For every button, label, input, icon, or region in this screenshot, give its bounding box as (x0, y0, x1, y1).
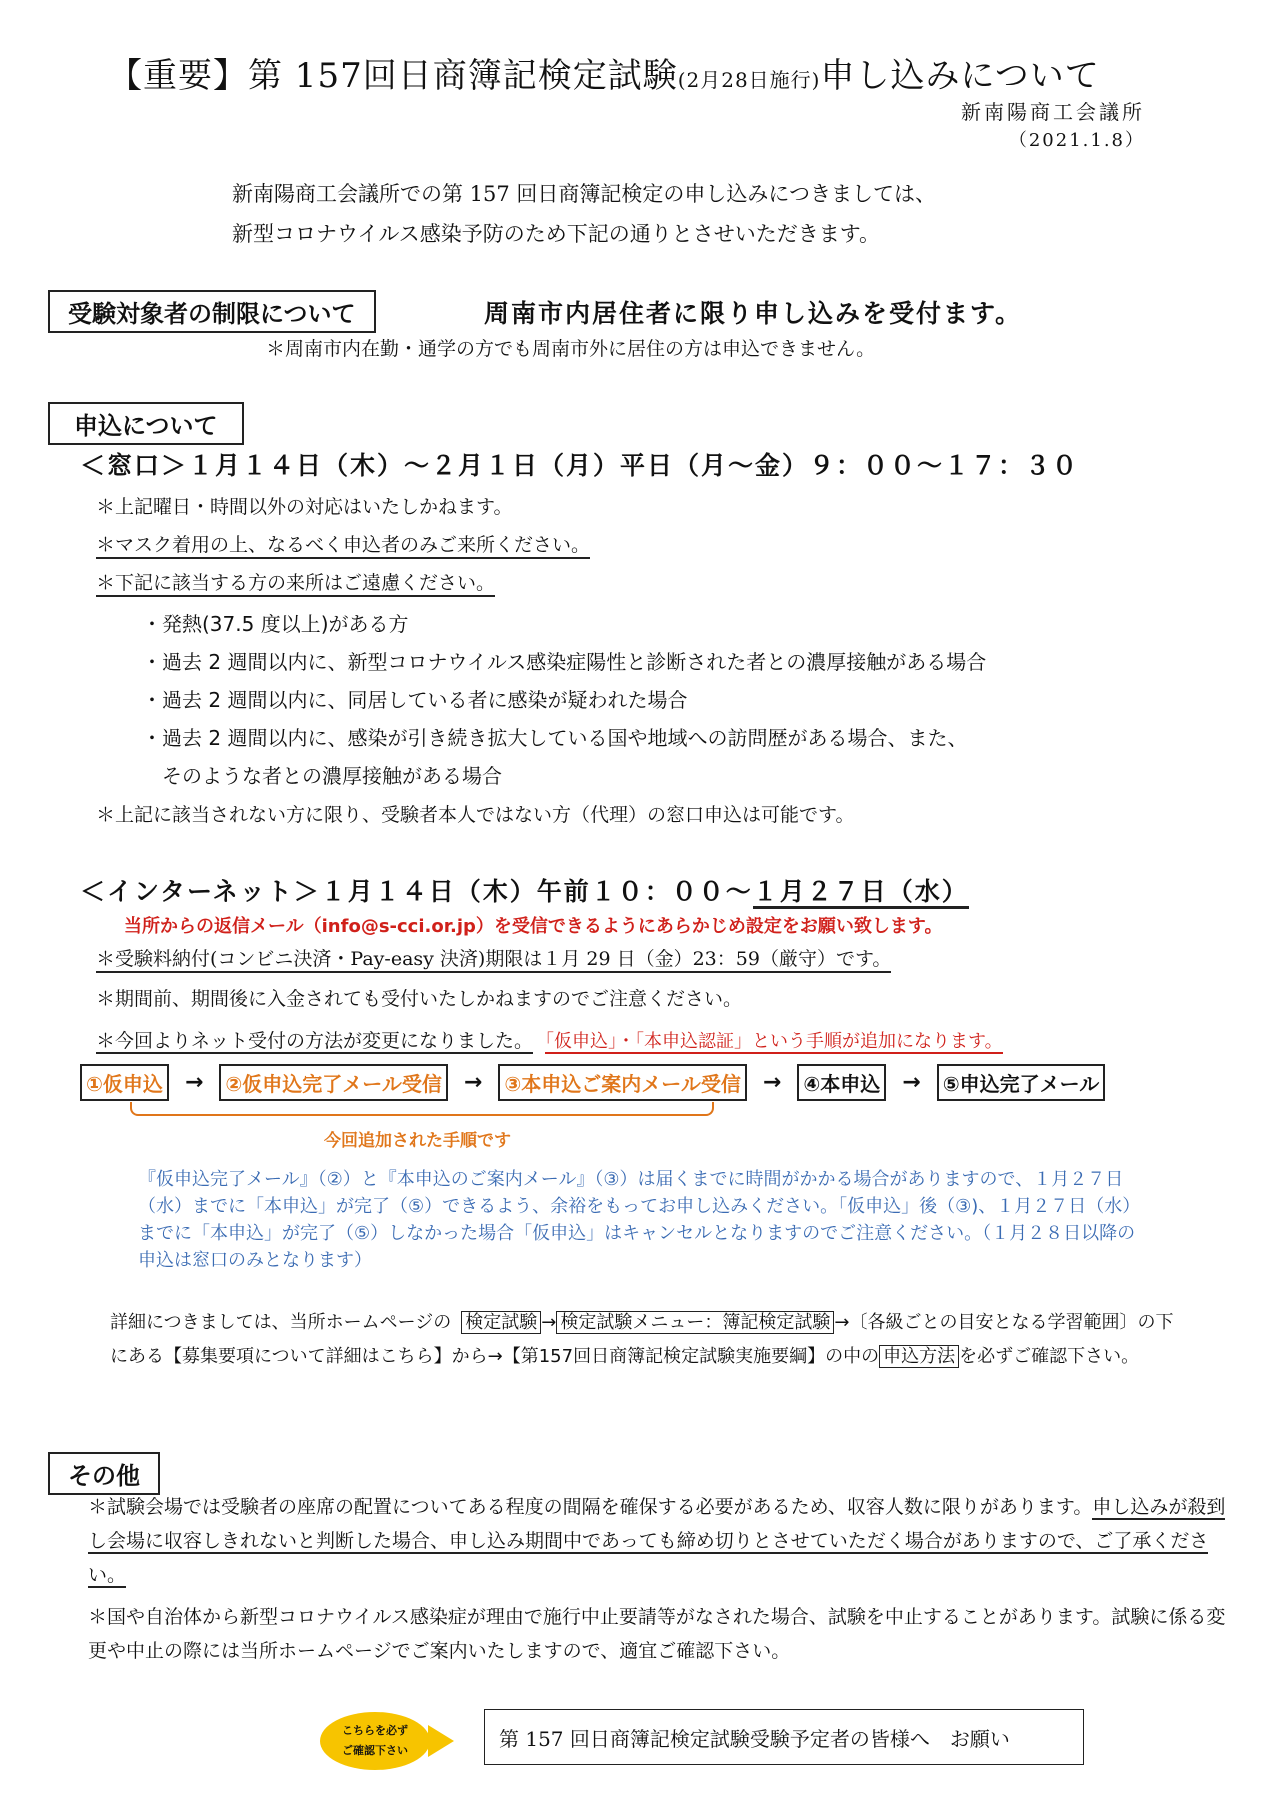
cancellation-notice: ＊国や自治体から新型コロナウイルス感染症が理由で施行中止要請等がなされた場合、試験を中止することがあります。試験に係る変更や中止の際には当所ホームページでご案内いたしますので、適宜ご確認下さい。 (88, 1606, 1226, 1662)
step-3: ③本申込ご案内メール受信 (498, 1064, 747, 1101)
step-arrow-icon: → (463, 1070, 483, 1095)
condition-4-cont: そのような者との濃厚接触がある場合 (142, 764, 502, 788)
details-text-2: →〔各級ごとの目安となる学習範囲〕の下にある【募集要項について詳細はこちら】から→【第157回日商簿記検定試験実施要綱】の中の (110, 1312, 1174, 1367)
step-arrow-icon: → (762, 1070, 782, 1095)
window-period-heading: ＜窓口＞１月１４日（木）～２月１日（月）平日（月～金）９：００～１７：３０ (80, 451, 1080, 480)
badge-line-1: こちらを必ず (342, 1724, 408, 1737)
intro-line-1: 新南陽商工会議所での第 157 回日商簿記検定の申し込みにつきましては、 (232, 182, 937, 206)
process-change-note (96, 1026, 1003, 1053)
window-note-2: ＊マスク着用の上、なるべく申込者のみご来所ください。 (96, 530, 590, 559)
application-steps (80, 1064, 1105, 1101)
payment-period-note: ＊期間前、期間後に入金されても受付いたしかねますのでご注意ください。 (96, 988, 743, 1010)
intro-line-2: 新型コロナウイルス感染予防のため下記の通りとさせいただきます。 (232, 222, 881, 246)
step-arrow-icon: → (184, 1070, 204, 1095)
title-main: 【重要】第 157回日商簿記検定試験 (108, 56, 678, 96)
link-exam[interactable]: 検定試験 (461, 1311, 541, 1334)
details-text-1: 詳細につきましては、当所ホームページの (110, 1312, 452, 1333)
added-steps-brace (130, 1102, 714, 1116)
capacity-cutoff-text: 申し込みが殺到し会場に収容しきれないと判断した場合、申し込み期間中であっても締め切りとさせていただく場合がありますので、ご了承ください。 (88, 1496, 1226, 1586)
page-title (108, 48, 1100, 97)
organization-name: 新南陽商工会議所 (961, 100, 1145, 124)
reply-mail-notice: 当所からの返信メール（info@s-cci.or.jp）を受信できるようにあらかじめ設定をお願い致します。 (124, 916, 943, 937)
restriction-section-label: 受験対象者の制限について (48, 290, 376, 333)
step-2: ②仮申込完了メール受信 (219, 1064, 448, 1101)
step-5: ⑤申込完了メール (937, 1064, 1106, 1101)
issue-date: （2021.1.8） (1008, 130, 1145, 151)
added-steps-label: 今回追加された手順です (324, 1131, 511, 1151)
step-arrow-icon: → (902, 1070, 921, 1095)
application-section-label: 申込について (48, 402, 244, 445)
condition-1: ・発熱(37.5 度以上)がある方 (142, 612, 409, 636)
internet-heading-start: ＜インターネット＞１月１４日（木）午前１０：００～ (80, 877, 753, 906)
badge-arrow-icon (428, 1725, 454, 1757)
condition-4: ・過去 2 週間以内に、感染が引き続き拡大している国や地域への訪問歴がある場合、また、 (142, 726, 968, 750)
window-note-3: ＊下記に該当する方の来所はご遠慮ください。 (96, 568, 495, 597)
details-arrow: → (541, 1312, 557, 1333)
badge-line-2: ご確認下さい (342, 1744, 408, 1757)
restriction-note: ＊周南市内在勤・通学の方でも周南市外に居住の方は申込できません。 (266, 338, 876, 360)
step-4: ④本申込 (797, 1064, 886, 1101)
details-paragraph (110, 1306, 1180, 1374)
proxy-note: ＊上記に該当されない方に限り、受験者本人ではない方（代理）の窓口申込は可能です。 (96, 804, 855, 826)
internet-deadline: １月２７日（水） (753, 877, 969, 909)
payment-deadline-note: ＊受験料納付(コンビニ決済・Pay-easy 決済)期限は１月 29 日（金）23：59（厳守）です。 (96, 944, 891, 973)
mail-timing-notice: 『仮申込完了メール』（②）と『本申込のご案内メール』（③）は届くまでに時間がかかる場合がありますので、１月２７日（水）までに「本申込」が完了（⑤）できるよう、余裕をもってお申し込みください。「仮申込」後（③)、１月２７日（水）までに「本申込」が完了（⑤）しなかった場合「仮申込」はキャンセルとなりますのでご注意ください。（１月２８日以降の申込は窓口のみとなります） (138, 1169, 1136, 1271)
restriction-statement: 周南市内居住者に限り申し込みを受付ます。 (484, 299, 1023, 328)
capacity-text: ＊試験会場では受験者の座席の配置についてある程度の間隔を確保する必要があるため、収容人数に限りがあります。 (88, 1496, 1093, 1518)
check-badge (320, 1712, 430, 1770)
title-date: (2月28日施行) (677, 68, 821, 92)
condition-3: ・過去 2 週間以内に、同居している者に感染が疑われた場合 (142, 688, 688, 712)
link-application-method[interactable]: 申込方法 (879, 1345, 959, 1368)
details-text-3: を必ずご確認下さい。 (959, 1346, 1140, 1367)
candidate-notice-link[interactable]: 第 157 回日商簿記検定試験受験予定者の皆様へ お願い (484, 1709, 1084, 1765)
process-added-text: 「仮申込」・「本申込認証」という手順が追加になります。 (545, 1031, 1003, 1052)
step-1: ①仮申込 (80, 1064, 169, 1101)
capacity-notice (88, 1490, 1228, 1592)
window-note-1: ＊上記曜日・時間以外の対応はいたしかねます。 (96, 496, 513, 518)
internet-period-heading (80, 872, 969, 908)
other-section-label: その他 (48, 1452, 160, 1495)
title-tail: 申し込みについて (820, 56, 1100, 96)
process-change-text: ＊今回よりネット受付の方法が変更になりました。 (96, 1030, 534, 1052)
link-bookkeeping-exam-menu[interactable]: 検定試験メニュー：簿記検定試験 (556, 1311, 834, 1334)
condition-2: ・過去 2 週間以内に、新型コロナウイルス感染症陽性と診断された者との濃厚接触がある場合 (142, 650, 987, 674)
